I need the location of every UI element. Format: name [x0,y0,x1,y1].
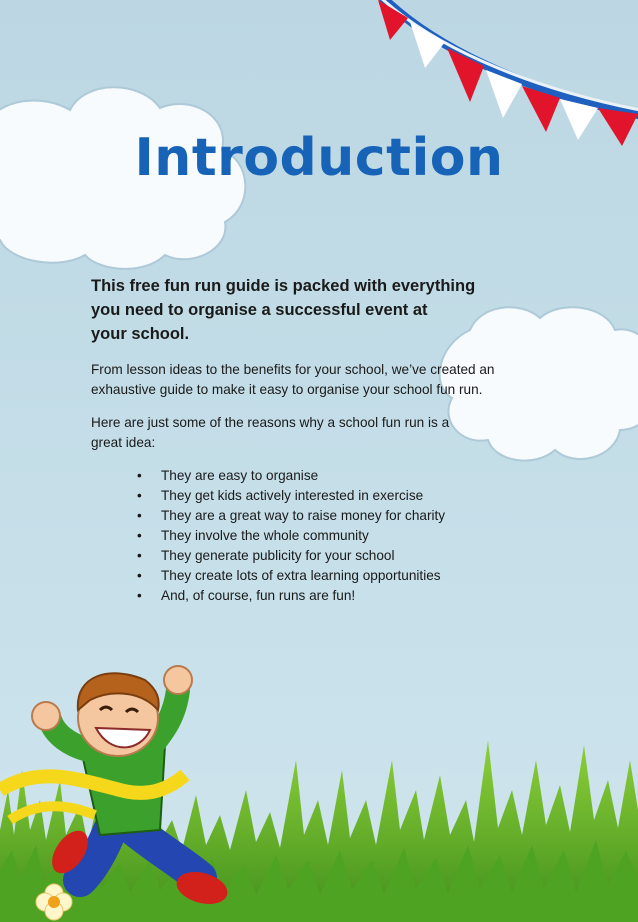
bullet-icon: • [137,548,142,563]
intro-content [91,274,561,606]
list-item [137,586,561,606]
list-item [137,466,561,486]
paragraph-reasons-intro [91,413,561,452]
paragraph-line: From lesson ideas to the benefits for your school, we’ve created an [91,362,495,377]
list-item [137,566,561,586]
reason-text: They get kids actively interested in exercise [161,488,424,503]
list-item [137,486,561,506]
lead-paragraph [91,274,561,346]
lead-line: This free fun run guide is packed with everything [91,277,476,295]
lead-line: you need to organise a successful event at [91,301,428,319]
bullet-icon: • [137,468,142,483]
bullet-icon: • [137,508,142,523]
reason-text: They are a great way to raise money for charity [161,508,446,523]
reason-text: They create lots of extra learning opportunities [161,568,441,583]
reason-text: They involve the whole community [161,528,369,543]
paragraph-lesson-ideas [91,360,561,399]
paragraph-line: Here are just some of the reasons why a school fun run is a [91,415,450,430]
page-title: Introduction [134,128,504,188]
reasons-list [91,466,561,606]
list-item [137,526,561,546]
reason-text: They are easy to organise [161,468,319,483]
bullet-icon: • [137,488,142,503]
bullet-icon: • [137,528,142,543]
bullet-icon: • [137,588,142,603]
paragraph-line: exhaustive guide to make it easy to organise your school fun run. [91,381,483,397]
list-item [137,546,561,566]
lead-line: your school. [91,325,190,343]
list-item [137,506,561,526]
reason-text: They generate publicity for your school [161,548,395,563]
paragraph-line: great idea: [91,434,156,450]
reason-text: And, of course, fun runs are fun! [161,588,356,603]
bullet-icon: • [137,568,142,583]
